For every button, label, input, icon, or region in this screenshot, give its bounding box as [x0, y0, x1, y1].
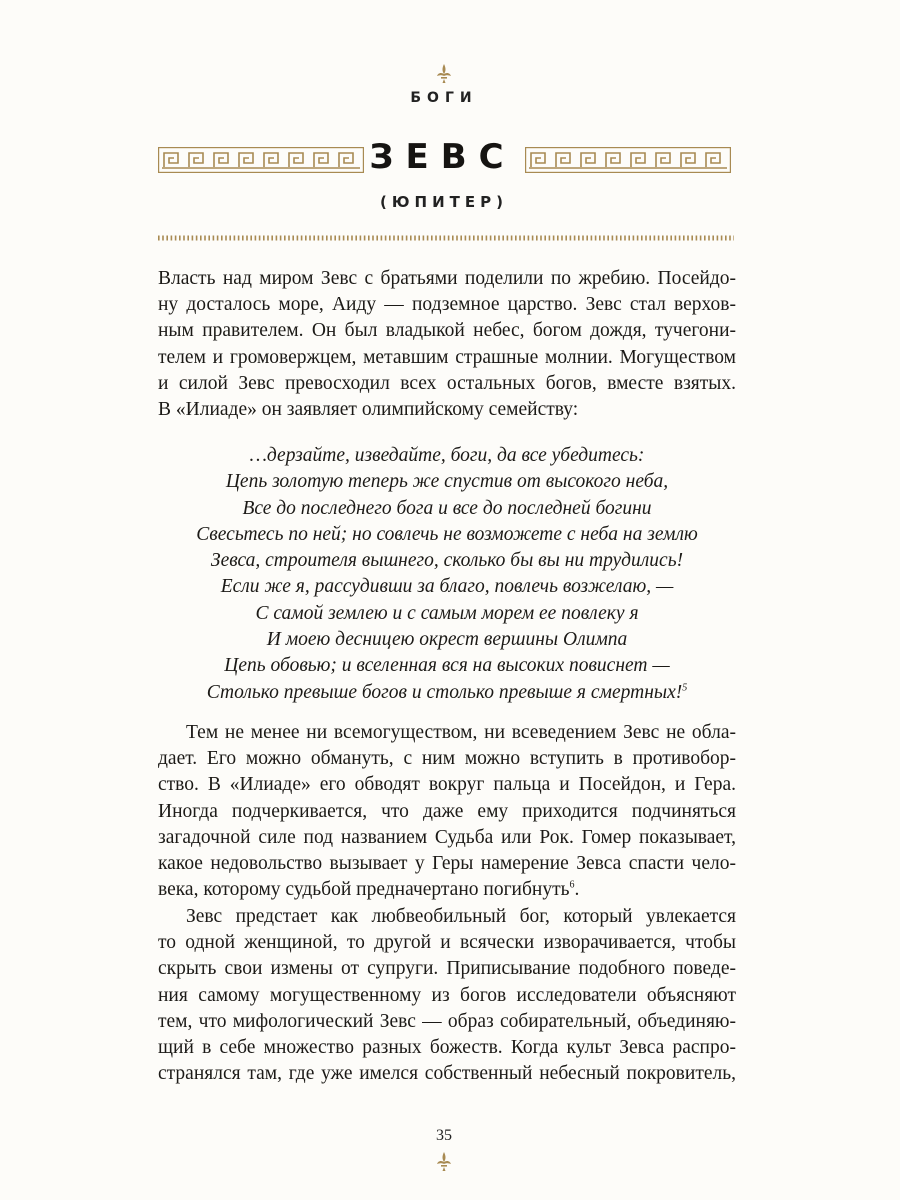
verse-line: Цепь обовью; и вселенная вся на высоких повиснет —: [224, 655, 670, 677]
text-line: Тем не менее ни всемогуществом, ни всеведением Зевс не обла-: [186, 722, 736, 743]
text-line: ство. В «Илиаде» его обводят вокруг пальца и Посейдон, и Гера.: [158, 774, 736, 796]
verse-line: И моею десницею окрест вершины Олимпа: [266, 629, 628, 651]
text-line: ния самому могущественному из богов исследователи объясняют: [158, 984, 736, 1006]
footnote-marker[interactable]: 6: [569, 879, 575, 891]
text-line: какое недовольство вызывает у Геры намерение Зевса спасти чело-: [158, 853, 736, 875]
iliad-quote: [158, 443, 736, 706]
greek-key-ornament-icon: [158, 147, 364, 173]
verse-line: Цепь золотую теперь же спустив от высокого неба,: [225, 471, 669, 493]
verse-line: …дерзайте, изведайте, боги, да все убедитесь:: [249, 445, 645, 466]
text-line: щий в себе множество разных божеств. Когда культ Зевса распро-: [158, 1037, 736, 1059]
paragraph-1: [158, 266, 736, 423]
dotted-divider: [158, 234, 734, 242]
verse-line: Если же я, рассудивши за благо, повлечь возжелаю, —: [220, 576, 674, 598]
text-line: Зевс предстает как любвеобильный бог, который увлекается: [186, 906, 736, 927]
text-line: Власть над миром Зевс с братьями поделили по жребию. Посейдо-: [158, 268, 736, 289]
verse-line-text: Столько превыше богов и столько превыше я смертных!: [206, 681, 683, 703]
verse-line: С самой землею и с самым морем ее повлеку я: [255, 602, 639, 624]
text-line: дает. Его можно обмануть, с ним можно вступить в противобор-: [158, 748, 736, 770]
text-line: загадочной силе под названием Судьба или Рок. Гомер показывает,: [158, 826, 736, 848]
text-line-last: [158, 877, 736, 903]
text-line: то одной женщиной, то другой и всячески изворачивается, чтобы: [158, 932, 736, 954]
verse-line: Свесьтесь по ней; но совлечь не возможете с неба на землю: [196, 523, 698, 545]
sentence-end: .: [574, 879, 580, 901]
text-line: века, которому судьбой предначертано погибнуть: [158, 879, 570, 901]
paragraph-3: [158, 904, 736, 1087]
page-title: ЗЕВС: [369, 137, 516, 177]
fleur-ornament-icon: [432, 62, 456, 86]
page-subtitle: (ЮПИТЕР): [380, 193, 508, 211]
text-line: скрыть свои измены от супруги. Приписывание подобного поведе-: [158, 958, 736, 980]
text-line: странялся там, где уже имелся собственный небесный покровитель,: [158, 1063, 736, 1085]
text-line: ным правителем. Он был владыкой небес, богом дождя, тучегони-: [158, 320, 736, 342]
section-label: БОГИ: [410, 90, 478, 106]
text-line: ну досталось море, Аиду — подземное царство. Зевс стал верхов-: [158, 294, 736, 316]
verse-line: Зевса, строителя вышнего, сколько бы вы ни трудились!: [210, 550, 684, 572]
paragraph-2: [158, 720, 736, 903]
fleur-ornament-icon: [432, 1150, 456, 1174]
text-line: тем, что мифологический Зевс — образ собирательный, объединяю-: [158, 1010, 736, 1032]
verse-line-last: [158, 680, 736, 706]
greek-key-ornament-icon: [525, 147, 731, 173]
text-line: и силой Зевс превосходил всех остальных богов, вместе взятых.: [158, 372, 736, 394]
verse-line: Все до последнего бога и все до последней богини: [242, 497, 652, 519]
text-line: Иногда подчеркивается, что даже ему приходится подчиняться: [158, 800, 736, 822]
text-line: телем и громовержцем, метавшим страшные молнии. Могуществом: [158, 346, 736, 368]
page-number: 35: [436, 1127, 452, 1144]
text-line: В «Илиаде» он заявляет олимпийскому семейству:: [158, 399, 579, 421]
footnote-marker[interactable]: 5: [682, 682, 688, 694]
